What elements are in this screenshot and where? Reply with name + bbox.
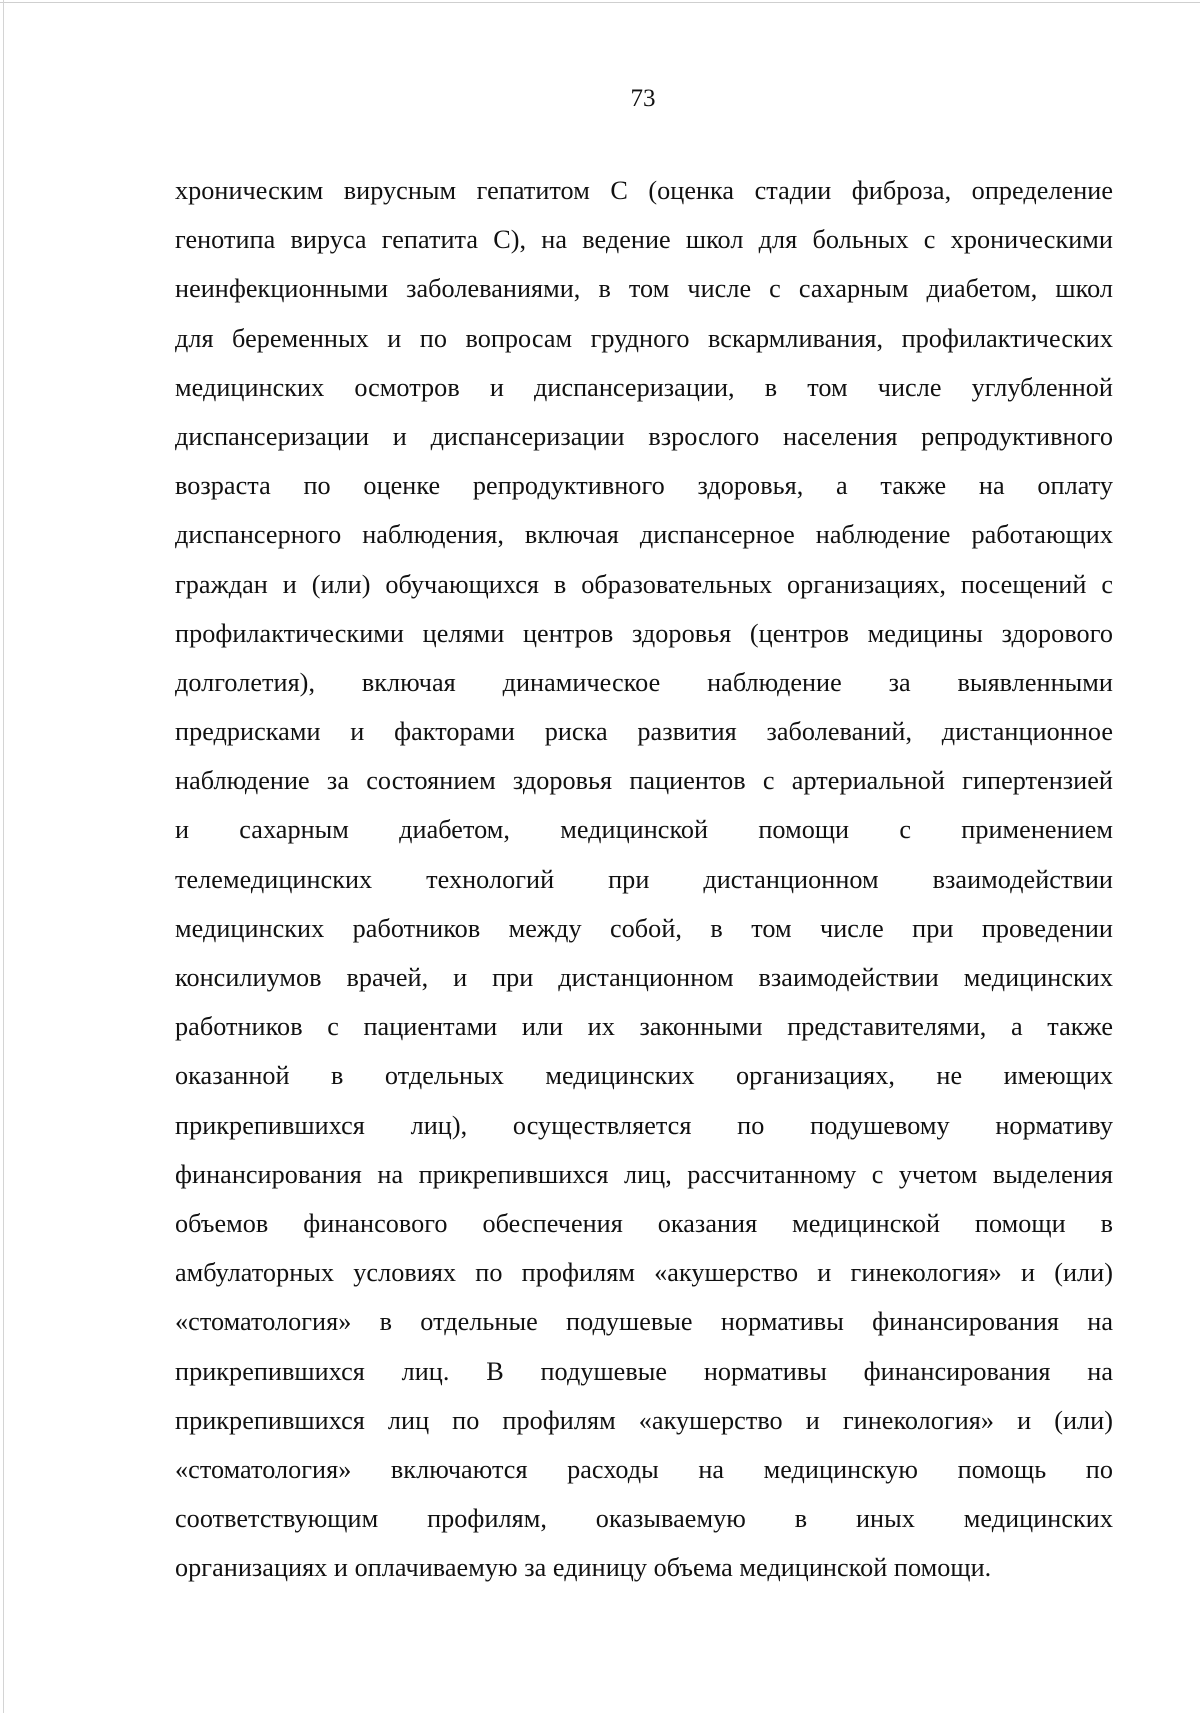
text-line: медицинских осмотров и диспансеризации, в том числе углубленной [175,372,1113,402]
text-line: наблюдение за состоянием здоровья пациентов с артериальной гипертензией [175,766,1113,796]
text-line: граждан и (или) обучающихся в образовательных организациях, посещений с [175,569,1113,599]
text-line: «стоматология» в отдельные подушевые нормативы финансирования на [175,1307,1113,1337]
text-line: амбулаторных условиях по профилям «акушерство и гинекология» и (или) [175,1258,1113,1288]
text-line: хроническим вирусным гепатитом С (оценка стадии фиброза, определение [175,176,1113,205]
text-line: и сахарным диабетом, медицинской помощи с применением [175,815,1113,845]
text-line: консилиумов врачей, и при дистанционном взаимодействии медицинских [175,963,1113,992]
text-line: неинфекционными заболеваниями, в том числе с сахарным диабетом, школ [175,274,1113,304]
text-line: телемедицинских технологий при дистанционном взаимодействии [175,864,1113,894]
text-line: диспансерного наблюдения, включая диспансерное наблюдение работающих [175,520,1113,550]
text-line: соответствующим профилям, оказываемую в иных медицинских [175,1504,1113,1534]
text-line: для беременных и по вопросам грудного вскармливания, профилактических [175,323,1113,353]
text-line: «стоматология» включаются расходы на медицинскую помощь по [175,1454,1113,1484]
body-paragraph [175,166,1113,1592]
text-line: возраста по оценке репродуктивного здоровья, а также на оплату [175,471,1113,501]
text-line: прикрепившихся лиц. В подушевые нормативы финансирования на [175,1356,1113,1386]
text-line: предрисками и факторами риска развития заболеваний, дистанционное [175,717,1113,747]
text-line: финансирования на прикрепившихся лиц, рассчитанному с учетом выделения [175,1159,1113,1189]
text-line: прикрепившихся лиц по профилям «акушерство и гинекология» и (или) [175,1405,1113,1435]
text-line: медицинских работников между собой, в том числе при проведении [175,913,1113,943]
page-number: 73 [630,85,656,112]
scan-edge-left [3,0,4,1713]
text-line: прикрепившихся лиц), осуществляется по подушевому нормативу [175,1110,1113,1140]
text-line: работников с пациентами или их законными представителями, а также [175,1012,1113,1042]
text-line: оказанной в отдельных медицинских организациях, не имеющих [175,1061,1113,1091]
text-line: генотипа вируса гепатита С), на ведение школ для больных с хроническими [175,225,1113,255]
text-line: долголетия), включая динамическое наблюдение за выявленными [175,667,1113,697]
text-line: объемов финансового обеспечения оказания медицинской помощи в [175,1208,1113,1238]
text-line: диспансеризации и диспансеризации взрослого населения репродуктивного [175,421,1113,451]
text-line: профилактическими целями центров здоровья (центров медицины здорового [175,618,1113,648]
scan-edge-top [0,2,1200,3]
text-line: организациях и оплачиваемую за единицу объема медицинской помощи. [175,1553,992,1583]
